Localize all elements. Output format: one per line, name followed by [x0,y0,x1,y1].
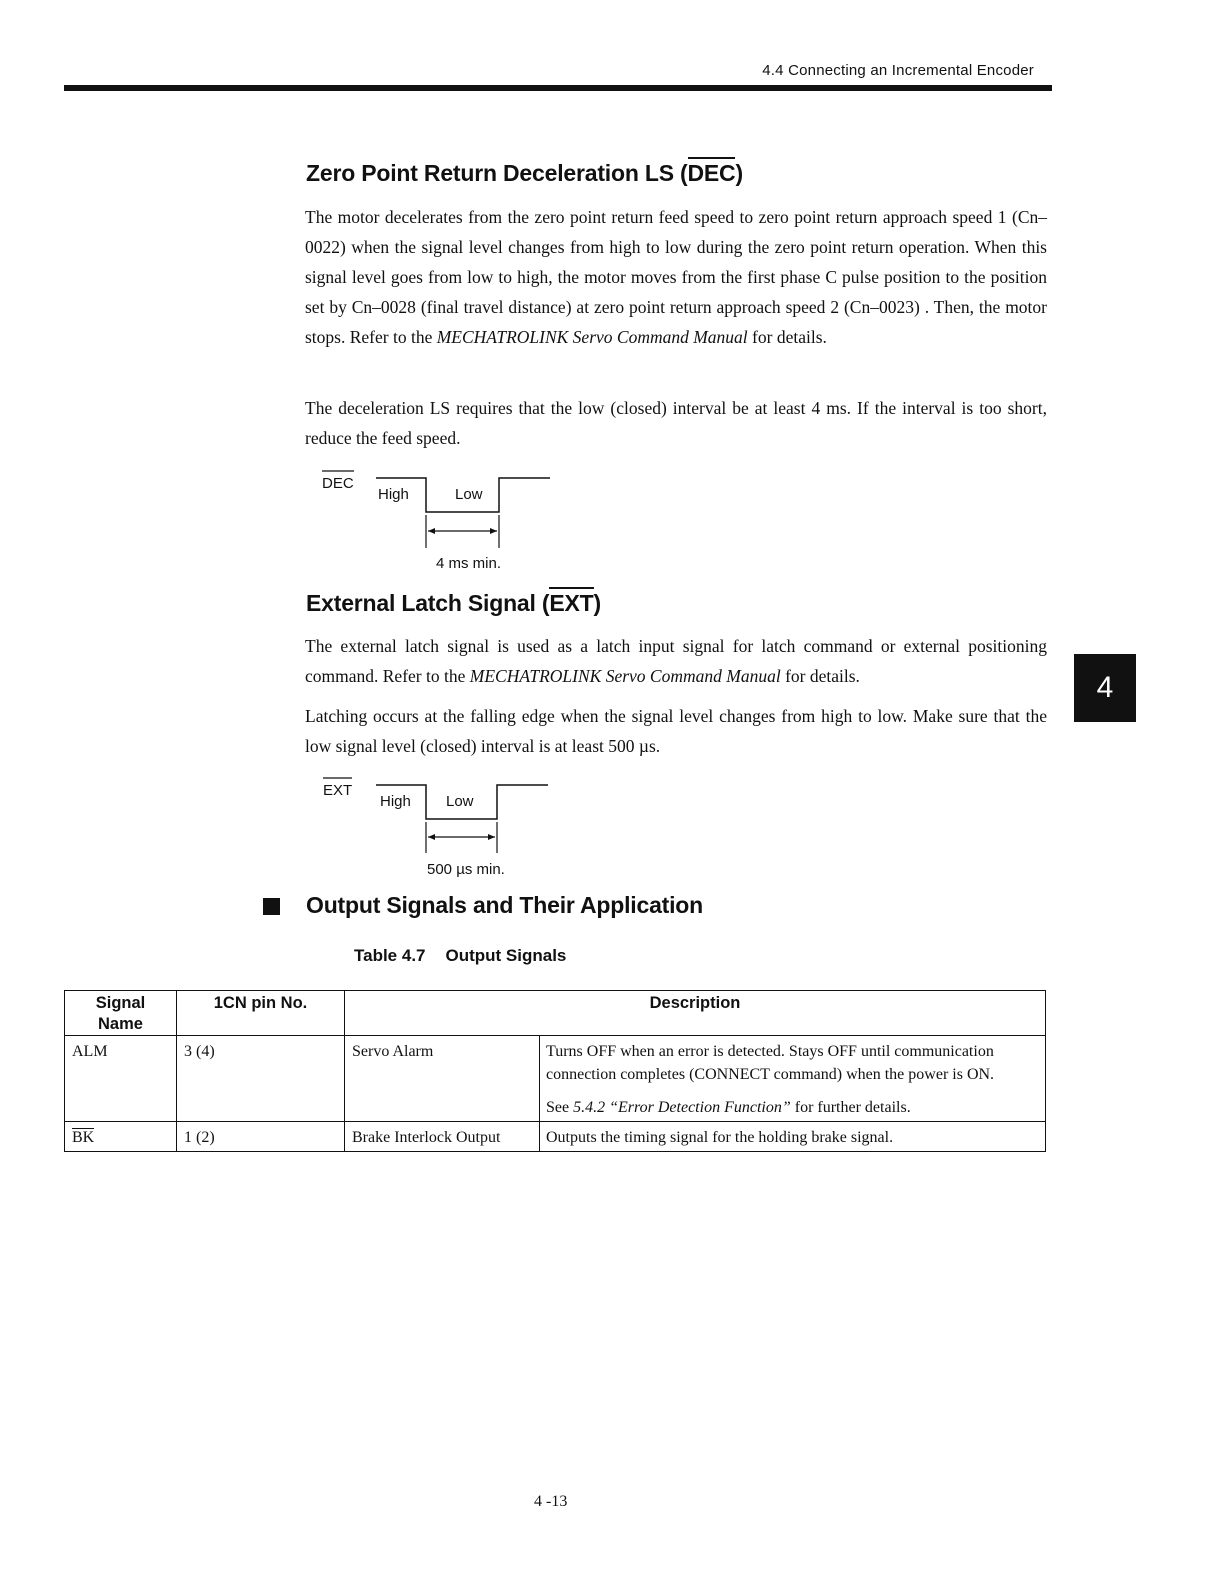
table-row [65,1036,1046,1122]
signal-function-cell: Servo Alarm [345,1036,540,1122]
ext-manual-reference: MECHATROLINK Servo Command Manual [469,666,781,686]
ext-min-label: 500 µs min. [427,861,505,878]
description-text: Turns OFF when an error is detected. Stays OFF until communication connection completes (CONNECT command) when the power is ON. [546,1043,995,1083]
col-header-signal-name: Signal Name [65,991,177,1036]
ext-para1-end: for details. [780,666,860,686]
ext-high-label: High [380,793,411,810]
output-section-title: Output Signals and Their Application [306,892,704,918]
dec-para1-text: The motor decelerates from the zero point return feed speed to zero point return approach speed 1 (Cn–0022) when the signal level changes from high to low during the zero point return operation. When this signal level goes from low to high, the motor moves from the first phase C pulse position to the position set by Cn–0028 (final travel distance) at zero point return approach speed 2 (Cn–0023) . Then, the motor stops. Refer to the [305,207,1047,347]
description-cell [540,1036,1046,1122]
see-also-note [546,1096,1035,1119]
running-header: 4.4 Connecting an Incremental Encoder [762,62,1034,79]
dec-paragraph-2 [305,393,1047,453]
ext-para2-text: Latching occurs at the falling edge when the signal level changes from high to low. Make sure that the low signal level (closed) interval is at least 500 µs. [305,706,1047,756]
dec-title-suffix: ) [735,160,743,186]
signal-cell: ALM [65,1036,177,1122]
ext-arrow-left [428,834,435,840]
table-caption [354,946,566,966]
chapter-tab: 4 [1074,654,1136,722]
dec-high-label: High [378,486,409,503]
ext-title-prefix: External Latch Signal ( [306,590,550,616]
dec-min-label: 4 ms min. [436,555,502,572]
dec-arrow-left [428,528,435,534]
dec-paragraph-1 [305,202,1047,352]
dec-low-label: Low [455,486,483,503]
square-bullet-icon [263,898,280,915]
dec-section-title [306,160,743,187]
ext-diagram-signal: EXT [323,782,353,799]
ext-timing-diagram [318,775,618,885]
signal-overlined-text: BK [72,1129,95,1146]
table-caption-number: Table 4.7 [354,946,426,965]
description-cell: Outputs the timing signal for the holding brake signal. [540,1122,1046,1152]
pin-cell: 3 (4) [177,1036,345,1122]
col-header-description: Description [345,991,1046,1036]
output-signals-table [64,990,1046,1152]
signal-function-cell: Brake Interlock Output [345,1122,540,1152]
ext-title-signal: EXT [549,587,593,616]
ext-low-label: Low [446,793,474,810]
header-rule [64,85,1052,91]
page-number: 4 -13 [534,1493,568,1510]
ext-paragraph-2 [305,701,1047,761]
signal-cell [65,1122,177,1152]
dec-arrow-right [490,528,497,534]
table-row [65,1122,1046,1152]
ext-arrow-right [488,834,495,840]
see-reference: 5.4.2 “Error Detection Function” [573,1099,791,1116]
dec-manual-reference: MECHATROLINK Servo Command Manual [436,327,748,347]
dec-title-prefix: Zero Point Return Deceleration LS ( [306,160,688,186]
ext-section-title [306,590,601,617]
see-prefix: See [546,1099,574,1116]
table-caption-title: Output Signals [445,946,567,965]
table-header-row [65,991,1046,1036]
dec-timing-diagram [318,468,618,578]
see-suffix: for further details. [790,1099,911,1116]
col-header-pin-no: 1CN pin No. [177,991,345,1036]
ext-paragraph-1 [305,631,1047,691]
pin-cell: 1 (2) [177,1122,345,1152]
dec-title-signal: DEC [688,157,736,186]
ext-title-suffix: ) [593,590,601,616]
dec-diagram-signal: DEC [322,475,354,492]
dec-para2-text: The deceleration LS requires that the low (closed) interval be at least 4 ms. If the interval is too short, reduce the feed speed. [305,398,1047,448]
ext-para1-text: The external latch signal is used as a latch input signal for latch command or external positioning command. Refer to the [305,636,1047,686]
dec-para1-end: for details. [747,327,827,347]
